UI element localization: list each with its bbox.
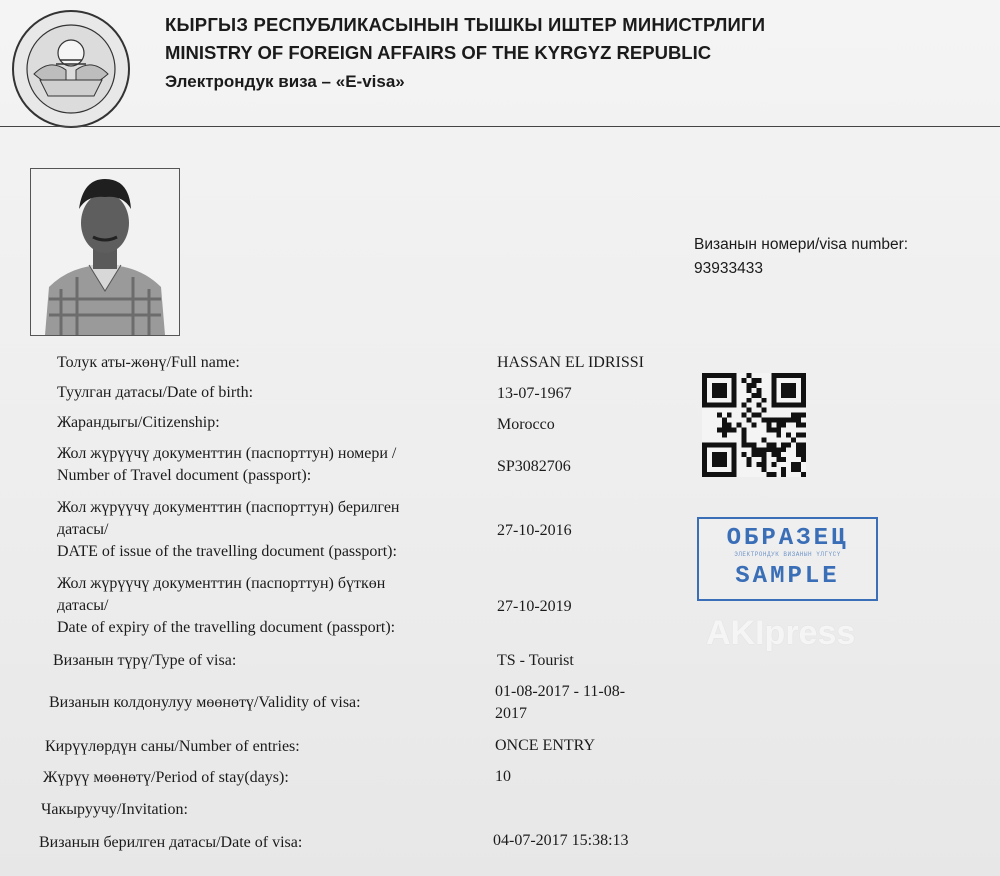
applicant-photo bbox=[30, 168, 180, 336]
field-value-visa-type: TS - Tourist bbox=[497, 652, 574, 669]
stamp-line-ru: ОБРАЗЕЦ bbox=[726, 525, 849, 552]
field-value-full-name: HASSAN EL IDRISSI bbox=[497, 354, 644, 371]
field-label-expiry-date: Жол жүрүүчү документтин (паспорттун) бүткөн датасы/ Date of expiry of the travelling document (passport): bbox=[57, 575, 396, 636]
field-label-date-of-birth: Туулган датасы/Date of birth: bbox=[57, 384, 254, 401]
visa-number-label: Визанын номери/visa number: bbox=[694, 236, 909, 253]
field-label-validity: Визанын колдонулуу мөөнөтү/Validity of visa: bbox=[49, 694, 361, 711]
field-value-passport-number: SP3082706 bbox=[497, 458, 571, 475]
stamp-line-en: SAMPLE bbox=[735, 563, 840, 590]
field-label-issue-date: Жол жүрүүчү документтин (паспорттун) берилген датасы/ DATE of issue of the travelling document (passport): bbox=[57, 499, 400, 560]
field-label-passport-number: Жол жүрүүчү документтин (паспорттун) номери / Number of Travel document (passport): bbox=[57, 445, 397, 484]
field-value-citizenship: Morocco bbox=[497, 416, 555, 433]
visa-number-value: 93933433 bbox=[694, 260, 763, 277]
field-value-entries: ONCE ENTRY bbox=[495, 737, 595, 754]
field-label-full-name: Толук аты-жөнү/Full name: bbox=[57, 354, 240, 371]
field-label-date-of-visa: Визанын берилген датасы/Date of visa: bbox=[39, 834, 303, 851]
field-label-invitation: Чакыруучу/Invitation: bbox=[41, 801, 188, 818]
evisa-subtitle: Электрондук виза – «E-visa» bbox=[165, 72, 405, 91]
field-label-visa-type: Визанын түрү/Type of visa: bbox=[53, 652, 237, 669]
field-label-entries: Кирүүлөрдүн саны/Number of entries: bbox=[45, 738, 300, 755]
field-value-period-of-stay: 10 bbox=[495, 768, 511, 785]
ministry-title-en: MINISTRY OF FOREIGN AFFAIRS OF THE KYRGYZ REPUBLIC bbox=[165, 42, 712, 63]
field-value-issue-date: 27-10-2016 bbox=[497, 522, 572, 539]
ministry-title-kg: КЫРГЫЗ РЕСПУБЛИКАСЫНЫН ТЫШКЫ ИШТЕР МИНИСТРЛИГИ bbox=[165, 14, 766, 35]
field-label-citizenship: Жарандыгы/Citizenship: bbox=[57, 414, 220, 431]
sample-stamp bbox=[697, 517, 878, 601]
field-value-date-of-birth: 13-07-1967 bbox=[497, 385, 572, 402]
watermark: AKIpress bbox=[706, 614, 856, 652]
stamp-small-text: ЭЛЕКТРОНДУК ВИЗАНЫН ҮЛГҮСҮ bbox=[734, 551, 841, 558]
field-value-validity: 01-08-2017 - 11-08- 2017 bbox=[495, 683, 626, 722]
field-value-expiry-date: 27-10-2019 bbox=[497, 598, 572, 615]
field-value-date-of-visa: 04-07-2017 15:38:13 bbox=[493, 832, 629, 849]
qr-code-icon bbox=[702, 373, 806, 477]
field-label-period-of-stay: Жүрүү мөөнөтү/Period of stay(days): bbox=[43, 769, 289, 786]
header-divider bbox=[0, 126, 1000, 127]
state-emblem-icon bbox=[10, 8, 132, 130]
